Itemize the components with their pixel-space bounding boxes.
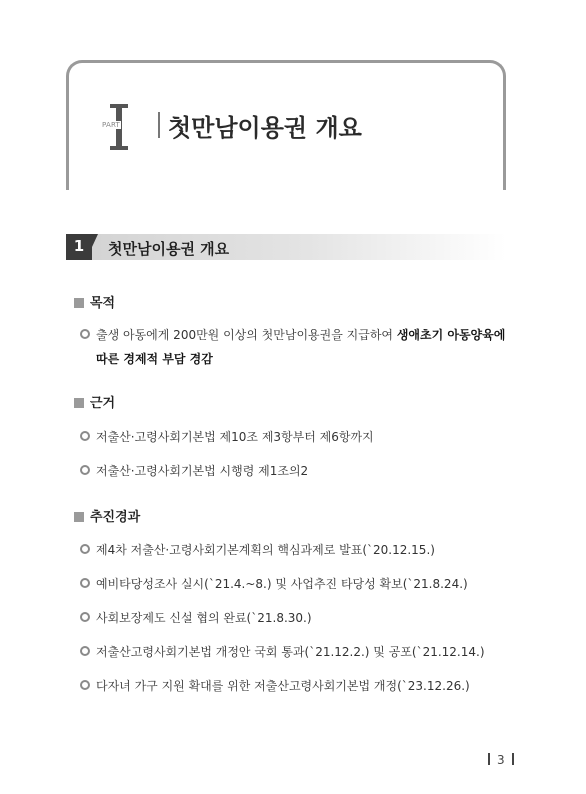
list-item: 저출산·고령사회기본법 시행령 제1조의2	[80, 462, 308, 479]
heading-basis: 근거	[74, 392, 115, 411]
title-divider	[158, 112, 160, 138]
list-item	[80, 326, 505, 343]
heading-progress: 추진경과	[74, 506, 140, 525]
gray-square-icon	[74, 398, 84, 408]
list-item: 예비타당성조사 실시(`21.4.~8.) 및 사업추진 타당성 확보(`21.8.24.)	[80, 575, 468, 592]
section-title: 첫만남이용권 개요	[108, 240, 230, 258]
page-number: 3	[481, 753, 521, 767]
hollow-circle-icon	[80, 329, 90, 339]
hollow-circle-icon	[80, 612, 90, 622]
heading-purpose: 목적	[74, 292, 115, 311]
hollow-circle-icon	[80, 431, 90, 441]
hollow-circle-icon	[80, 646, 90, 656]
purpose-line1-bold: 생애초기 아동양육에	[396, 328, 506, 342]
section-header-bar	[66, 234, 506, 260]
purpose-line1-plain: 출생 아동에게 200만원 이상의 첫만남이용권을 지급하여	[96, 328, 397, 342]
list-item: 저출산고령사회기본법 개정안 국회 통과(`21.12.2.) 및 공포(`21.12.14.)	[80, 643, 485, 660]
part-label: PART	[102, 121, 120, 129]
hollow-circle-icon	[80, 544, 90, 554]
hollow-circle-icon	[80, 578, 90, 588]
gray-square-icon	[74, 298, 84, 308]
list-item: 다자녀 가구 지원 확대를 위한 저출산고령사회기본법 개정(`23.12.26.)	[80, 677, 470, 694]
list-item: 제4차 저출산·고령사회기본계획의 핵심과제로 발표(`20.12.15.)	[80, 541, 435, 558]
part-title: 첫만남이용권 개요	[168, 114, 362, 142]
purpose-line2-bold: 따른 경제적 부담 경감	[96, 352, 213, 366]
gray-square-icon	[74, 512, 84, 522]
list-item: 사회보장제도 신설 협의 완료(`21.8.30.)	[80, 609, 312, 626]
hollow-circle-icon	[80, 465, 90, 475]
hollow-circle-icon	[80, 680, 90, 690]
list-item: 저출산·고령사회기본법 제10조 제3항부터 제6항까지	[80, 428, 374, 445]
section-number: 1	[73, 237, 85, 255]
